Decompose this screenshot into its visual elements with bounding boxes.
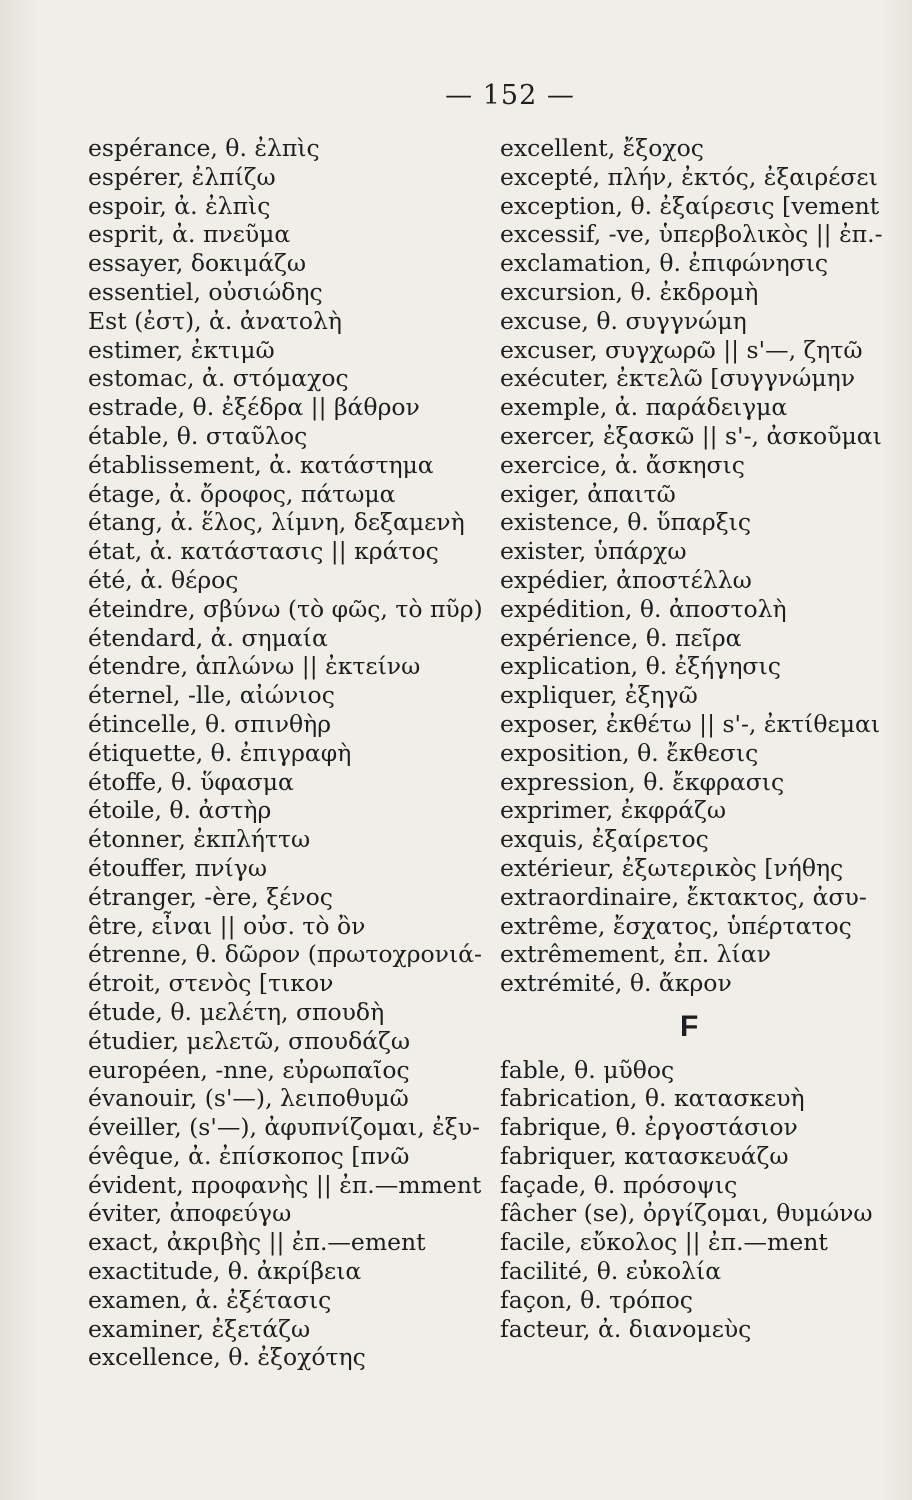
dictionary-entry: excessif, -ve, ὑπερβολικὸς || ἐπ.- [500,220,883,249]
dictionary-entry: expérience, θ. πεῖρα [500,623,742,652]
dictionary-entry: été, ἀ. θέρος [88,565,239,594]
dictionary-entry: esprit, ἀ. πνεῦμα [88,220,291,249]
dictionary-entry: étiquette, θ. ἐπιγραφὴ [88,738,352,767]
dictionary-entry: expédition, θ. ἀποστολὴ [500,594,787,623]
page-number: — 152 — [445,80,575,111]
dictionary-entry: extérieur, ἐξωτερικὸς [νήθης [500,853,844,882]
dictionary-entry: état, ἀ. κατάστασις || κράτος [88,537,439,566]
dictionary-entry: exact, ἀκριβὴς || ἐπ.—ement [88,1228,426,1257]
dictionary-entry: étouffer, πνίγω [88,853,267,882]
dictionary-entry: exception, θ. ἐξαίρεσις [vement [500,191,880,220]
dictionary-entry: examiner, ἐξετάζω [88,1314,311,1343]
dictionary-entry: exister, ὑπάρχω [500,537,687,566]
dictionary-entry: étable, θ. σταῦλος [88,421,308,450]
dictionary-entry: fabriquer, κατασκευάζω [500,1141,789,1170]
dictionary-entry: éteindre, σβύνω (τὸ φῶς, τὸ πῦρ) [88,594,483,623]
dictionary-entry: estomac, ἀ. στόμαχος [88,364,349,393]
dictionary-entry: excursion, θ. ἐκδρομὴ [500,277,759,306]
dictionary-entry: européen, -nne, εὐρωπαῖος [88,1055,410,1084]
dictionary-entry: excellence, θ. ἐξοχότης [88,1343,366,1372]
dictionary-entry: façon, θ. τρόπος [500,1285,693,1314]
right-column-f-entries [500,1056,905,1344]
dictionary-entry: existence, θ. ὕπαρξις [500,508,752,537]
dictionary-entry: extrême, ἔσχατος, ὑπέρτατος [500,911,852,940]
dictionary-entry: exiger, ἀπαιτῶ [500,479,676,508]
dictionary-entry: évident, προφανὴς || ἐπ.—mment [88,1170,482,1199]
dictionary-entry: excellent, ἔξοχος [500,134,704,162]
dictionary-entry: étoffe, θ. ὕφασμα [88,767,294,796]
dictionary-entry: étudier, μελετῶ, σπουδάζω [88,1026,411,1055]
dictionary-entry: extraordinaire, ἔκτακτος, ἀσυ- [500,882,867,911]
dictionary-entry: exercer, ἐξασκῶ || s'-, ἀσκοῦμαι [500,421,882,450]
dictionary-entry: espoir, ἀ. ἐλπὶς [88,191,271,220]
dictionary-entry: extrémité, θ. ἄκρον [500,969,732,998]
right-column-e-entries [500,134,905,998]
dictionary-entry: évêque, ἀ. ἐπίσκοπος [πνῶ [88,1141,410,1170]
dictionary-entry: espérance, θ. ἐλπὶς [88,134,320,162]
dictionary-entry: expression, θ. ἔκφρασις [500,767,785,796]
dictionary-entry: facteur, ἀ. διανομεὺς [500,1314,752,1343]
dictionary-entry: fabrique, θ. ἐργοστάσιον [500,1113,798,1142]
dictionary-entry: facilité, θ. εὐκολία [500,1257,722,1286]
dictionary-entry: éveiller, (s'—), ἀφυπνίζομαι, ἐξυ- [88,1113,480,1142]
dictionary-entry: espérer, ἐλπίζω [88,162,276,191]
dictionary-entry: examen, ἀ. ἐξέτασις [88,1285,332,1314]
dictionary-entry: essayer, δοκιμάζω [88,249,307,278]
dictionary-entry: exprimer, ἐκφράζω [500,796,727,825]
dictionary-entry: être, εἶναι || οὐσ. τὸ ὂν [88,911,366,940]
dictionary-entry: excepté, πλήν, ἐκτός, ἐξαιρέσει [500,162,878,191]
dictionary-entry: évanouir, (s'—), λειποθυμῶ [88,1084,409,1113]
dictionary-entry: Est (ἐστ), ἀ. ἀνατολὴ [88,306,343,335]
dictionary-entry: étendard, ἀ. σημαία [88,623,328,652]
dictionary-entry: extrêmement, ἐπ. λίαν [500,940,771,969]
dictionary-entry: exactitude, θ. ἀκρίβεια [88,1257,362,1286]
dictionary-entry: étonner, ἐκπλήττω [88,825,311,854]
dictionary-entry: facile, εὔκολος || ἐπ.—ment [500,1228,828,1257]
dictionary-entry: exposer, ἐκθέτω || s'-, ἐκτίθεμαι [500,709,881,738]
dictionary-entry: explication, θ. ἐξήγησις [500,652,781,681]
dictionary-entry: exquis, ἐξαίρετος [500,825,709,854]
dictionary-entry: étranger, -ère, ξένος [88,882,333,911]
dictionary-entry: étoile, θ. ἀστὴρ [88,796,272,825]
dictionary-entry: essentiel, οὐσιώδης [88,277,323,306]
dictionary-entry: étincelle, θ. σπινθὴρ [88,709,332,738]
dictionary-entry: étrenne, θ. δῶρον (πρωτοχρονιά- [88,940,482,969]
dictionary-entry: étage, ἀ. ὄροφος, πάτωμα [88,479,396,508]
dictionary-entry: excuser, συγχωρῶ || s'—, ζητῶ [500,335,863,364]
dictionary-entry: exécuter, ἐκτελῶ [συγγνώμην [500,364,855,393]
dictionary-entry: fable, θ. μῦθος [500,1055,675,1084]
dictionary-entry: étude, θ. μελέτη, σπουδὴ [88,997,385,1026]
dictionary-entry: estrade, θ. ἐξέδρα || βάθρον [88,393,420,422]
dictionary-entry: fabrication, θ. κατασκευὴ [500,1084,805,1113]
dictionary-entry: étroit, στενὸς [τικον [88,969,334,998]
right-column [500,134,905,1343]
section-letter-heading: F [680,1009,699,1043]
dictionary-entry: expliquer, ἐξηγῶ [500,681,698,710]
dictionary-entry: expédier, ἀποστέλλω [500,565,752,594]
dictionary-entry: éviter, ἀποφεύγω [88,1199,292,1228]
dictionary-entry: excuse, θ. συγγνώμη [500,306,747,335]
left-column [88,134,488,1372]
dictionary-entry: façade, θ. πρόσοψις [500,1170,738,1199]
dictionary-entry: exposition, θ. ἔκθεσις [500,738,759,767]
dictionary-entry: exercice, ἀ. ἄσκησις [500,450,745,479]
dictionary-entry: estimer, ἐκτιμῶ [88,335,275,364]
dictionary-entry: exemple, ἀ. παράδειγμα [500,393,788,422]
dictionary-entry: éternel, -lle, αἰώνιος [88,681,335,710]
dictionary-entry: étendre, ἁπλώνω || ἐκτείνω [88,652,421,681]
dictionary-entry: exclamation, θ. ἐπιφώνησις [500,249,829,278]
dictionary-entry: établissement, ἀ. κατάστημα [88,450,434,479]
dictionary-entry: fâcher (se), ὀργίζομαι, θυμώνω [500,1199,873,1228]
dictionary-entry: étang, ἀ. ἕλος, λίμνη, δεξαμενὴ [88,508,465,537]
